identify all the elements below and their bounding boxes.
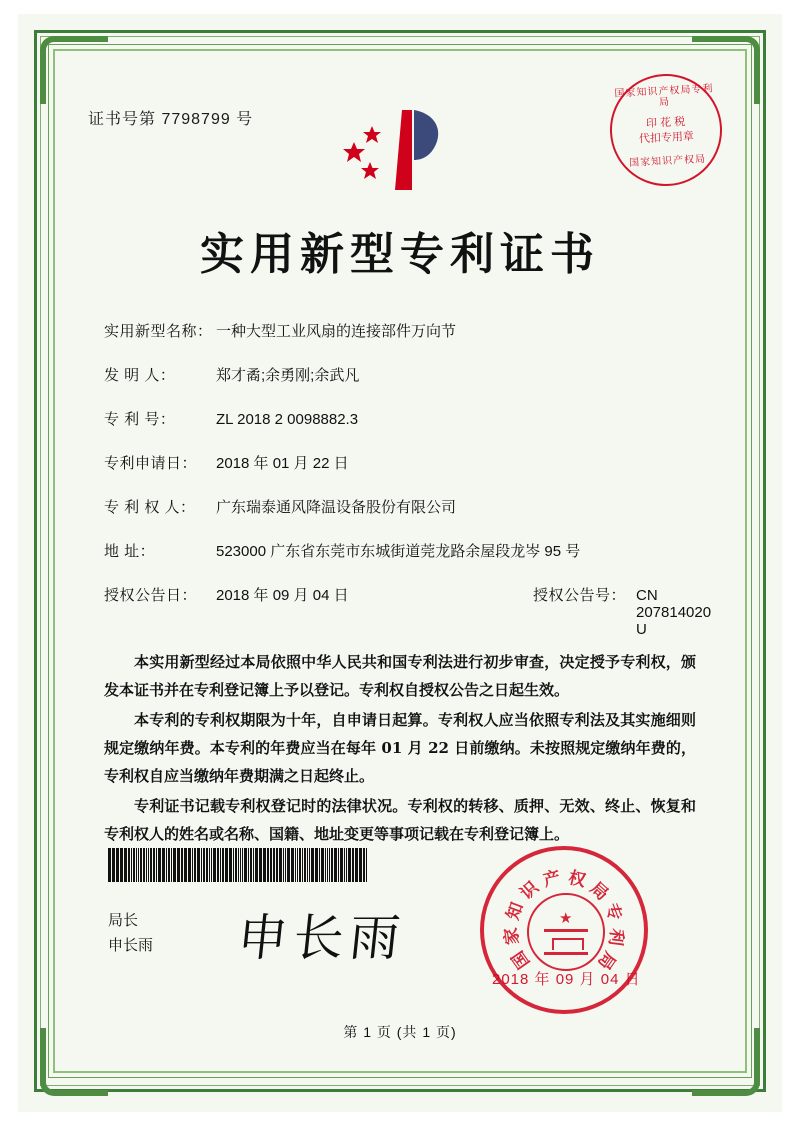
certificate-number: 证书号第 7798799 号 — [88, 111, 254, 128]
field-row-grant — [104, 584, 712, 638]
patent-office-logo-icon — [340, 104, 460, 204]
field-value-publication-number: CN 207814020 U — [636, 587, 712, 638]
gate-icon — [544, 929, 588, 955]
field-label-patent-number: 专 利 号： — [104, 411, 176, 428]
signature-handwriting: 申长雨 — [234, 909, 409, 967]
legal-paragraph-3: 专利证书记载专利权登记时的法律状况。专利权的转移、质押、无效、终止、恢复和专利权人的姓名或名称、国籍、地址变更等事项记载在专利登记簿上。 — [104, 797, 696, 843]
legal-paragraph-1: 本实用新型经过本局依照中华人民共和国专利法进行初步审查，决定授予专利权，颁发本证书并在专利登记簿上予以登记。专利权自授权公告之日起生效。 — [104, 653, 696, 699]
field-value-inventor: 郑才矞;余勇刚;余武凡 — [216, 367, 360, 384]
field-label-inventor: 发 明 人： — [104, 367, 176, 384]
field-value-application-date: 2018 年 01 月 22 日 — [216, 455, 349, 472]
field-row-inventor — [104, 364, 704, 385]
field-value-address: 523000 广东省东莞市东城街道莞龙路余屋段龙岑 95 号 — [216, 543, 581, 560]
field-row-application-date — [104, 452, 704, 473]
page-footer: 第 1 页 (共 1 页) — [343, 1024, 457, 1040]
tax-stamp-bottom-text: 国家知识产权局 — [628, 153, 707, 169]
page-title: 实用新型专利证书 — [200, 229, 600, 280]
field-label-application-date: 专利申请日： — [104, 455, 198, 472]
star-icon: ★ — [559, 910, 573, 927]
field-row-name — [104, 320, 704, 341]
field-label-name: 实用新型名称： — [104, 323, 213, 340]
tax-stamp-arc-text: 国家知识产权局专利局 — [614, 83, 714, 109]
field-label-grant-date: 授权公告日： — [104, 587, 198, 604]
field-value-name: 一种大型工业风扇的连接部件万向节 — [216, 323, 457, 340]
official-seal-ring-text: 国 家 知 识 产 权 局 专 利 局 — [501, 867, 627, 973]
legal-paragraph-2: 本专利的专利权期限为十年，自申请日起算。专利权人应当依照专利法及其实施细则规定缴纳年费。本专利的年费应当在每年 01 月 22 日前缴纳。未按照规定缴纳年费的，专利权自应当缴纳年费期满之日起终止。 — [104, 711, 696, 785]
field-label-patentee: 专 利 权 人： — [104, 499, 196, 516]
field-row-patentee — [104, 496, 704, 517]
signature-name-label: 申长雨 — [108, 937, 154, 954]
field-value-grant-date: 2018 年 09 月 04 日 — [216, 587, 349, 604]
signature-title-label: 局长 — [108, 912, 139, 929]
patent-barcode — [108, 848, 408, 882]
field-label-publication-number: 授权公告号： — [532, 587, 626, 604]
signature-labels — [108, 908, 153, 958]
national-emblem-icon — [527, 893, 605, 971]
corner-ornament-top-left — [40, 36, 108, 104]
field-value-patent-number: ZL 2018 2 0098882.3 — [216, 411, 359, 428]
seal-date: 2018 年 09 月 04 日 — [492, 971, 641, 988]
tax-stamp-mid-text: 印 花 税 代扣专用章 — [638, 115, 695, 146]
legal-text-block — [104, 648, 696, 850]
field-label-address: 地 址： — [104, 543, 156, 560]
fields-block — [104, 320, 712, 661]
field-row-address — [104, 540, 704, 561]
field-row-patent-number — [104, 408, 704, 429]
field-value-patentee: 广东瑞泰通风降温设备股份有限公司 — [216, 499, 457, 516]
